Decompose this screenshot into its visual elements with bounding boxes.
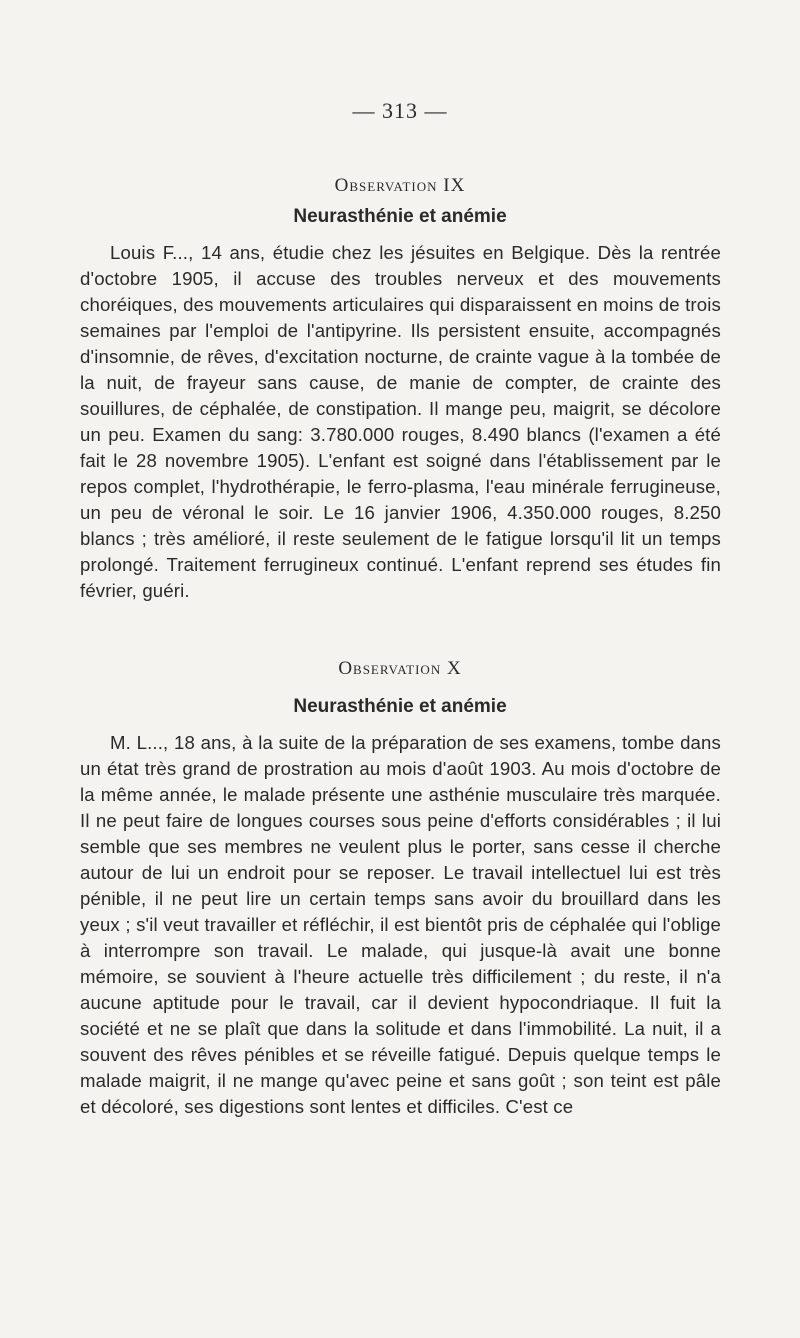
observation-10-title: Observation X [338,658,462,679]
observation-9-title: Observation IX [334,175,466,196]
observation-10-heading: Neurasthénie et anémie [293,696,507,717]
observation-10-text: M. L..., 18 ans, à la suite de la préparation de ses examens, tombe dans un état très grand de prostration au mois d'août 1903. Au mois d'octobre de la même année, le malade présente une asthénie musculaire très marquée. Il ne peut faire de longues courses sous peine d'efforts considérables ; il lui semble que ses membres ne veulent plus le porter, sans cesse il cherche autour de lui un endroit pour se reposer. Le travail intellectuel lui est très pénible, il ne peut lire un certain temps sans avoir du brouillard dans les yeux ; s'il veut travailler et réfléchir, il est bientôt pris de céphalée qui l'oblige à interrompre son travail. Le malade, qui jusque-là avait une bonne mémoire, se souvient à l'heure actuelle très difficilement ; du reste, il n'a aucune aptitude pour le travail, car il devient hypocondriaque. Il fuit la société et ne se plaît que dans la solitude et dans l'immobilité. La nuit, il a souvent des rêves pénibles et se réveille fatigué. Depuis quelque temps le malade maigrit, il ne mange qu'avec peine et sans goût ; son teint est pâle et décoloré, ses digestions sont lentes et difficiles. C'est ce [80,732,721,1117]
observation-9-heading: Neurasthénie et anémie [293,206,507,227]
observation-9-text: Louis F..., 14 ans, étudie chez les jésuites en Belgique. Dès la rentrée d'octobre 1905, il accuse des troubles nerveux et des mouvements choréiques, des mouvements articulaires qui disparaissent en moins de trois semaines par l'emploi de l'antipyrine. Ils persistent ensuite, accompagnés d'insomnie, de rêves, d'excitation nocturne, de crainte vague à la tombée de la nuit, de frayeur sans cause, de manie de compter, de crainte des souillures, de céphalée, de constipation. Il mange peu, maigrit, se décolore un peu. Examen du sang: 3.780.000 rouges, 8.490 blancs (l'examen a été fait le 28 novembre 1905). L'enfant est soigné dans l'établissement par le repos complet, l'hydrothérapie, le ferro-plasma, l'eau minérale ferrugineuse, un peu de véronal le soir. Le 16 janvier 1906, 4.350.000 rouges, 8.250 blancs ; très amélioré, il reste seulement de le fatigue lorsqu'il lit un temps prolongé. Traitement ferrugineux continué. L'enfant reprend ses études fin février, guéri. [80,242,721,601]
page-number: — 313 — [352,98,448,123]
